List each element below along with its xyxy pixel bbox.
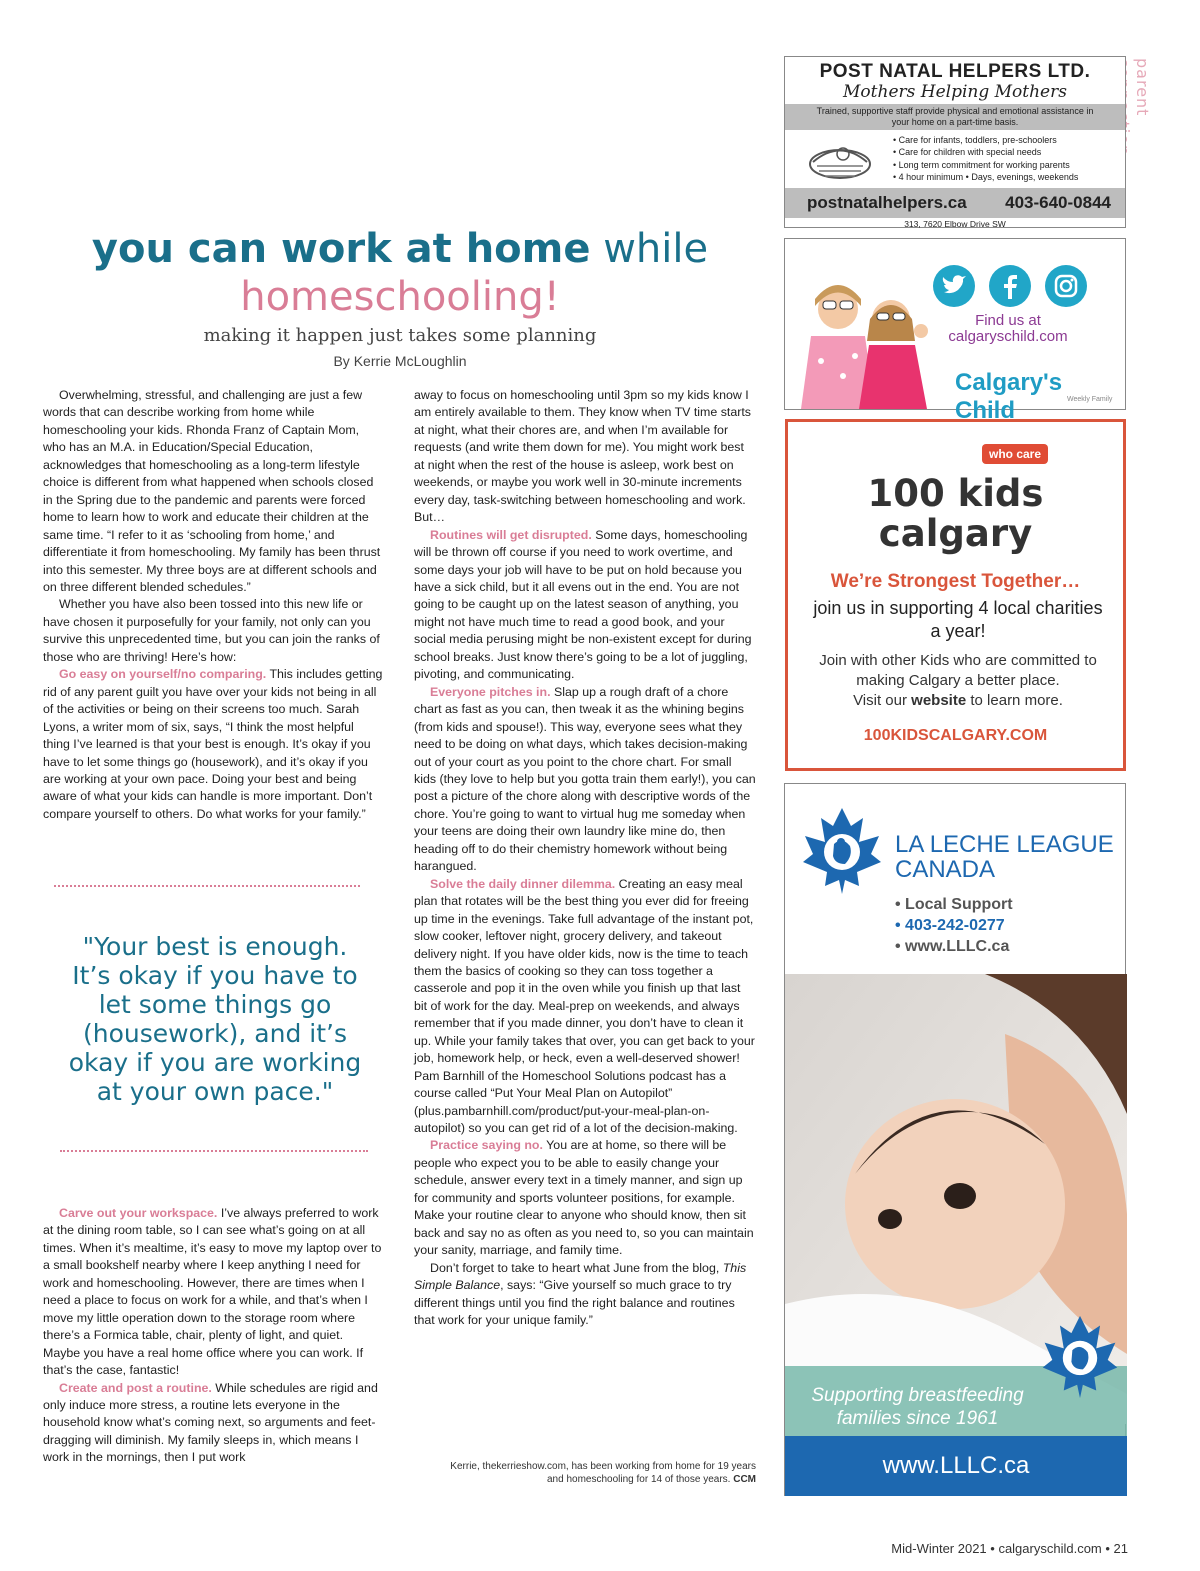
- subheading: Create and post a routine.: [59, 1380, 212, 1395]
- logo-line-1: 100 kids: [867, 472, 1044, 515]
- subheading: Everyone pitches in.: [430, 684, 551, 699]
- ad-la-leche-league[interactable]: [784, 783, 1126, 1496]
- find-us-text: Find us at calgaryschild.com: [933, 313, 1083, 345]
- paragraph: away to focus on homeschooling until 3pm so my kids know I am entirely available to them. They know when TV time starts at night, what their chores are, and when I’m available for requests (and write them down for me). You might work best at night when the rest of the house is asleep, work best on weekends, or maybe you work well in 30-minute increments every day, task-switching between homeschooling and work. But…: [414, 388, 751, 525]
- facebook-icon[interactable]: [989, 265, 1031, 307]
- paragraph: Carve out your workspace. I’ve always preferred to work at the dining room table, so I can see what’s going on at all times. When it’s mealtime, it’s easy to move my laptop over to a small bookshelf nearby where I keep anything I need for work and homeschooling. However, there are times when I need a place to focus on work for a while, and that’s when I move my little operation down to the storage room where there’s a Formica table, chair, plenty of light, and quiet. Maybe you have a real home office where you can work. If that’s the case, fantastic!: [43, 1206, 382, 1378]
- paragraph: Practice saying no. You are at home, so there will be people who expect you to be able to easily change your schedule, answer every text in a timely manner, and sign up for community and sports volunteer positions, for example. Make your routine clear to anyone who should know, then sit back and say no as often as you need to, so you can maintain your sanity, marriage, and family time.: [414, 1138, 754, 1258]
- byline: By Kerrie McLoughlin: [333, 353, 467, 369]
- column-1-continued: [43, 1205, 383, 1467]
- lll-contact-list: [895, 894, 1013, 957]
- subheading: Carve out your workspace.: [59, 1206, 218, 1220]
- headline-bold: you can work at home: [91, 226, 591, 272]
- paragraph: Create and post a routine. While schedules are rigid and only induce more stress, a routine lets everyone in the household know what’s coming next, so arguments and feet-dragging will diminish. My family sleeps in, which means I work in the mornings, then I put work: [43, 1380, 378, 1465]
- ad-body-text: Join with other Kids who are committed to making Calgary a better place. Visit our website to learn more.: [819, 652, 1097, 709]
- ad-post-natal-helpers[interactable]: [784, 56, 1126, 228]
- maple-leaf-badge-icon: [1040, 1314, 1120, 1400]
- list-item: • Local Support: [895, 896, 1013, 913]
- ad-intro: Trained, supportive staff provide physical and emotional assistance in your home on a part-time basis.: [785, 104, 1125, 130]
- headline-light: while: [603, 226, 709, 272]
- subhead: making it happen just takes some planning: [203, 325, 597, 346]
- paragraph: Routines will get disrupted. Some days, homeschooling will be thrown off course if you need to work overtime, and some days your job will have to be put on hold because you have a sick child, but it all evens out in the end. You are not going to be caught up on the latest season of anything, you might not have much time to read a good book, and your social media perusing might be non-existent except for during school breaks. Just know there’s going to be a lot of juggling, pivoting, and communicating.: [414, 527, 752, 682]
- column-2: [414, 387, 756, 1329]
- ad-title: POST NATAL HELPERS LTD.: [819, 61, 1091, 82]
- logo-line-2: calgary: [878, 512, 1033, 555]
- subheading: Go easy on yourself/no comparing.: [59, 667, 267, 682]
- who-care-badge: who care: [982, 444, 1048, 464]
- ad-headline: We’re Strongest Together…: [830, 571, 1081, 592]
- ad-bullet: • Care for infants, toddlers, pre-schoolers: [893, 135, 1057, 145]
- dotted-rule: [60, 1150, 368, 1152]
- support-text: Supporting breastfeeding families since 1961: [811, 1385, 1024, 1429]
- section-tag: parent: [1133, 58, 1152, 117]
- logo-tagline: Weekly Family: [1067, 396, 1113, 403]
- page-folio: Mid-Winter 2021 • calgaryschild.com • 21: [891, 1541, 1128, 1556]
- ad-100-kids-calgary[interactable]: [785, 419, 1126, 771]
- list-item[interactable]: • 403-242-0277: [895, 917, 1005, 934]
- ad-join-text: join us in supporting 4 local charities a year!: [813, 598, 1103, 641]
- ad-phone[interactable]: 403-640-0844: [1005, 193, 1111, 212]
- ad-website[interactable]: postnatalhelpers.ca: [807, 193, 967, 212]
- lll-name: LA LECHE LEAGUE CANADA: [895, 831, 1114, 883]
- subheading: Routines will get disrupted.: [430, 527, 592, 542]
- lll-url[interactable]: www.LLLC.ca: [785, 1436, 1127, 1496]
- ad-tagline: Mothers Helping Mothers: [843, 82, 1067, 102]
- subheading: Solve the daily dinner dilemma.: [430, 876, 616, 891]
- paragraph: Everyone pitches in. Slap up a rough draft of a chore chart as fast as you can, then tweak it as the whining begins (from kids and spouse!). This way, everyone sees what they need to be doing on what days, which takes decision-making out of your court as you point to the chore chart. For small kids (they love to help but you gotta train them early!), you can post a picture of the chore along with descriptive words of the chore. You’re going to want to virtual hug me someday when your teens are doing their own laundry like mine do, then heading off to do their chemistry homework without being harangued.: [414, 684, 756, 874]
- headline-line2: homeschooling!: [240, 274, 560, 320]
- pull-quote: "Your best is enough. It’s okay if you have to let some things go (housework), and it’s okay if you are working at your own pace.": [68, 932, 362, 1106]
- author-bio: Kerrie, thekerrieshow.com, has been working from home for 19 years and homeschooling for 14 of those years. CCM: [450, 1461, 756, 1485]
- ad-bullet: • 4 hour minimum • Days, evenings, weekends: [893, 172, 1079, 183]
- ad-bullet: • Long term commitment for working parents: [893, 159, 1070, 170]
- paragraph: Don’t forget to take to heart what June from the blog, This Simple Balance, says: “Give yourself so much grace to try different things until you find the right balance and routines that work for your unique family.”: [414, 1260, 747, 1328]
- instagram-icon[interactable]: [1045, 265, 1087, 307]
- paragraph: Go easy on yourself/no comparing. This includes getting rid of any parent guilt you have over your kids not being in all of the activities or being on their screens too much. Sarah Lyons, a writer mom of six, says, “I think the most helpful thing I’ve learned is that your best is enough. It’s okay if you have to let some things go (housework), and it’s okay if you are working at your own pace. Doing your best and being aware of what your kids can handle is more important. Don’t compare yourself to others. Do what works for your family.”: [43, 667, 383, 821]
- paragraph: Whether you have also been tossed into this new life or have chosen it purposefully for your family, not only can you survive this unprecedented time, but you can join the ranks of those who are thriving! Here’s how:: [43, 597, 380, 664]
- list-item[interactable]: • www.LLLC.ca: [895, 938, 1010, 955]
- ad-calgarys-child-social[interactable]: [784, 238, 1126, 424]
- ad-bullet: • Care for children with special needs: [893, 147, 1042, 158]
- paragraph: Overwhelming, stressful, and challenging are just a few words that can describe working from home while homeschooling your kids. Rhonda Franz of Captain Mom, who has an M.A. in Education/Special Education, acknowledges that homeschooling as a long-term lifestyle choice is different from what happened when schools closed in the Spring due to the pandemic and parents were forced home to learn how to work and educate their children at the same time. “I refer to it as ‘schooling from home,’ and differentiate it from homeschooling. My family has been thrust into this semester. My three boys are at different schools and on three different blended schedules.”: [43, 388, 381, 594]
- column-1: [43, 387, 383, 823]
- twitter-icon[interactable]: [933, 265, 975, 307]
- subheading: Practice saying no.: [430, 1138, 543, 1153]
- end-mark: CCM: [733, 1474, 756, 1485]
- headline: [40, 225, 760, 321]
- paragraph: Solve the daily dinner dilemma. Creating an easy meal plan that rotates will be the best thing you ever did for freeing up time in the evenings. Take full advantage of the instant pot, slow cooker, leftover night, grocery delivery, and takeout delivery night. If you have older kids, now is the time to teach them the basics of cooking so they can toss together a casserole and pop it in the oven while you finish up that last bit of work for the day. Meal-prep on weekends, and always remember that if you made dinner, you don’t have to clean it up. While your family takes that over, you can get back to your job, homework help, or heck, even a well-deserved shower! Pam Barnhill of the Homeschool Solutions podcast has a course called “Put Your Meal Plan on Autopilot” (plus.pambarnhill.com/product/put-your-meal-plan-on-autopilot) so you can get rid of a lot of the decision-making.: [414, 876, 755, 1136]
- ad-address: 313, 7620 Elbow Drive SW: [904, 219, 1006, 229]
- dotted-rule: [54, 885, 360, 887]
- kids-photo: [793, 261, 933, 409]
- baby-basket-icon: [805, 134, 875, 184]
- ad-url[interactable]: 100KIDSCALGARY.COM: [863, 727, 1048, 744]
- calgarys-child-logo: Calgary's Child: [955, 369, 1063, 424]
- maple-leaf-logo-icon: [801, 806, 883, 896]
- cc-website[interactable]: calgaryschild.com: [948, 328, 1068, 345]
